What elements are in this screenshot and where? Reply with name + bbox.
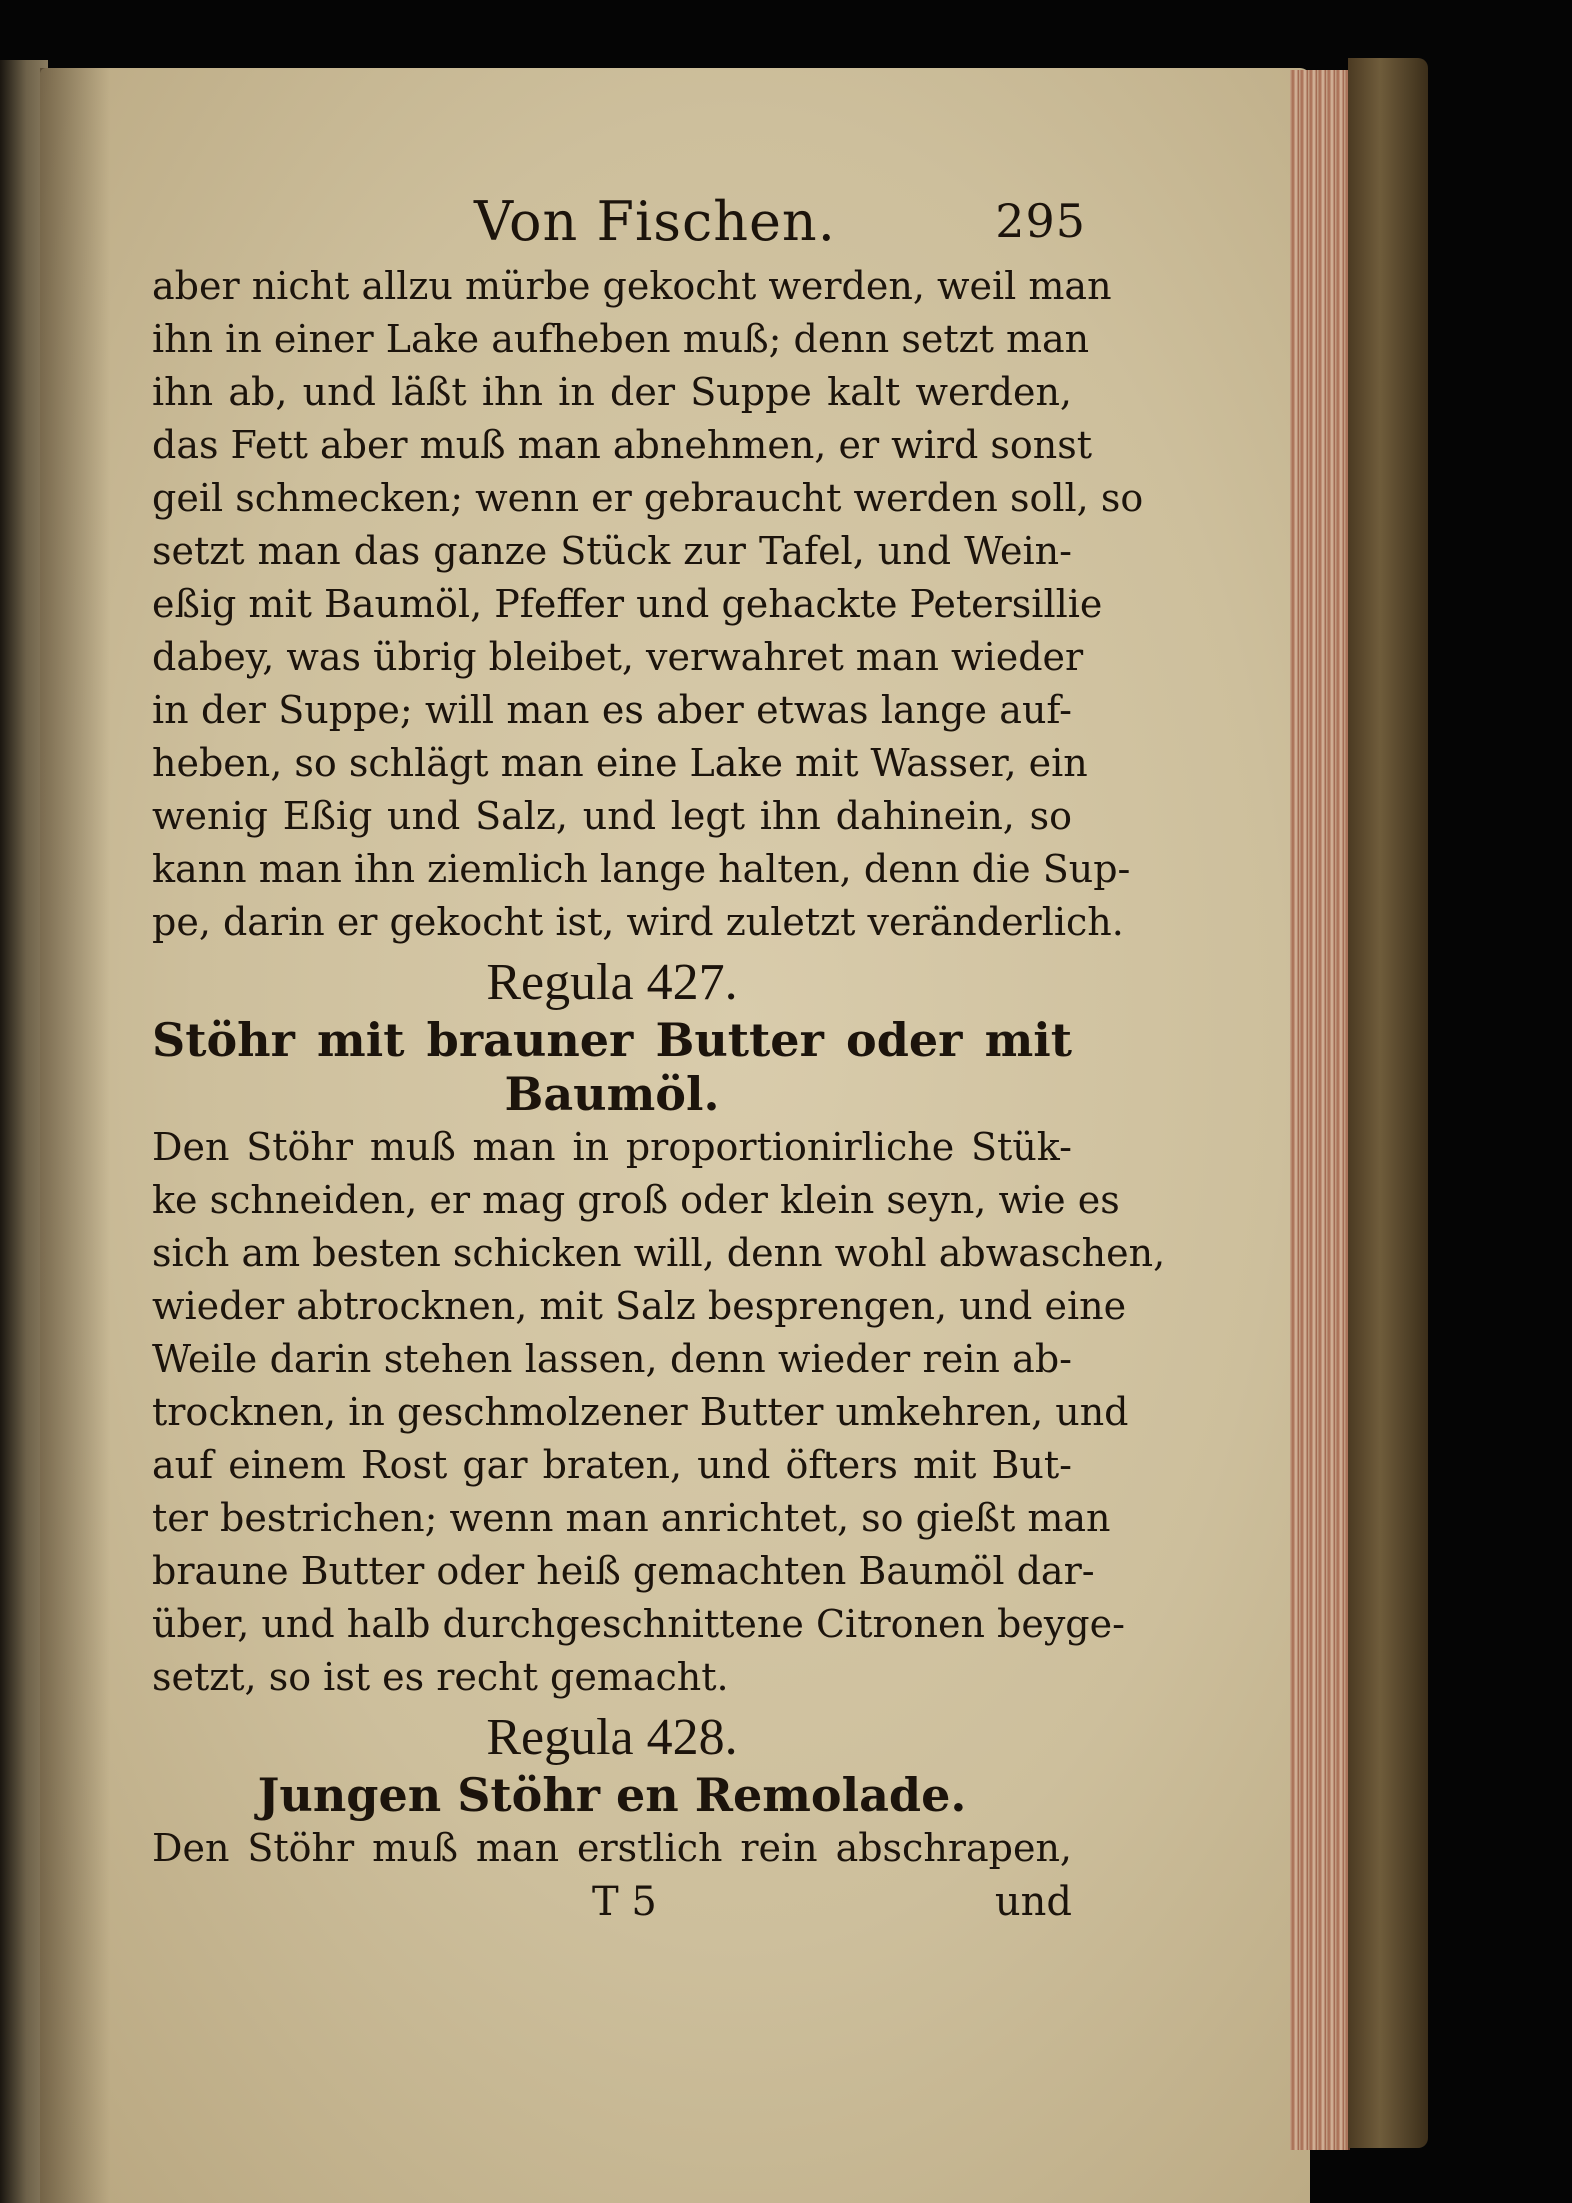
text-line: eßig mit Baumöl, Pfeffer und gehackte Petersillie	[152, 582, 1103, 626]
regula-428-label: Regula 428.	[486, 1709, 738, 1766]
text-line: trocknen, in geschmolzener Butter umkehren, und	[152, 1390, 1129, 1434]
text-line: Den Stöhr muß man erstlich rein abschrapen,	[152, 1826, 1072, 1870]
paragraph-3	[152, 1822, 1072, 1875]
regula-427-label: Regula 427.	[486, 954, 738, 1011]
text-line: kann man ihn ziemlich lange halten, denn die Sup-	[152, 847, 1131, 891]
text-line: dabey, was übrig bleibet, verwahret man wieder	[152, 635, 1084, 679]
page-footer	[152, 1875, 1072, 1935]
paragraph-2	[152, 1121, 1166, 1704]
text-line: braune Butter oder heiß gemachten Baumöl dar-	[152, 1549, 1095, 1593]
text-line: wenig Eßig und Salz, und legt ihn dahinein, so	[152, 794, 1072, 838]
text-line: setzt man das ganze Stück zur Tafel, und Wein-	[152, 529, 1072, 573]
regula-427-title-line-2: Baumöl.	[504, 1067, 720, 1121]
text-line: wieder abtrocknen, mit Salz besprengen, und eine	[152, 1284, 1127, 1328]
text-line: setzt, so ist es recht gemacht.	[152, 1655, 729, 1699]
running-header	[152, 190, 1086, 260]
paragraph-1	[152, 260, 1144, 949]
gutter-shadow	[40, 68, 110, 2203]
signature-mark: T 5	[592, 1879, 657, 1925]
text-line: in der Suppe; will man es aber etwas lange auf-	[152, 688, 1072, 732]
running-title: Von Fischen.	[474, 190, 836, 253]
text-line: Den Stöhr muß man in proportionirliche Stük-	[152, 1125, 1072, 1169]
text-line: ihn ab, und läßt ihn in der Suppe kalt werden,	[152, 370, 1072, 414]
text-line: Weile darin stehen lassen, denn wieder rein ab-	[152, 1337, 1072, 1381]
page-text	[152, 190, 1166, 1935]
text-line: heben, so schlägt man eine Lake mit Wasser, ein	[152, 741, 1088, 785]
page-number: 295	[995, 194, 1086, 248]
regula-428-title: Jungen Stöhr en Remolade.	[257, 1768, 967, 1822]
text-line: ter bestrichen; wenn man anrichtet, so gießt man	[152, 1496, 1111, 1540]
text-line: ke schneiden, er mag groß oder klein seyn, wie es	[152, 1178, 1120, 1222]
book-cover-edge	[1348, 58, 1428, 2148]
text-line: sich am besten schicken will, denn wohl abwaschen,	[152, 1231, 1166, 1275]
text-line: pe, darin er gekocht ist, wird zuletzt veränderlich.	[152, 900, 1124, 944]
text-line: ihn in einer Lake aufheben muß; denn setzt man	[152, 317, 1090, 361]
text-line: geil schmecken; wenn er gebraucht werden soll, so	[152, 476, 1144, 520]
catchword: und	[994, 1879, 1072, 1925]
text-line: auf einem Rost gar braten, und öfters mit But-	[152, 1443, 1072, 1487]
text-line: das Fett aber muß man abnehmen, er wird sonst	[152, 423, 1093, 467]
page-fore-edge	[1290, 70, 1350, 2150]
text-line: über, und halb durchgeschnittene Citronen beyge-	[152, 1602, 1125, 1646]
text-line: aber nicht allzu mürbe gekocht werden, weil man	[152, 264, 1112, 308]
regula-427-title-line-1: Stöhr mit brauner Butter oder mit	[152, 1013, 1072, 1067]
